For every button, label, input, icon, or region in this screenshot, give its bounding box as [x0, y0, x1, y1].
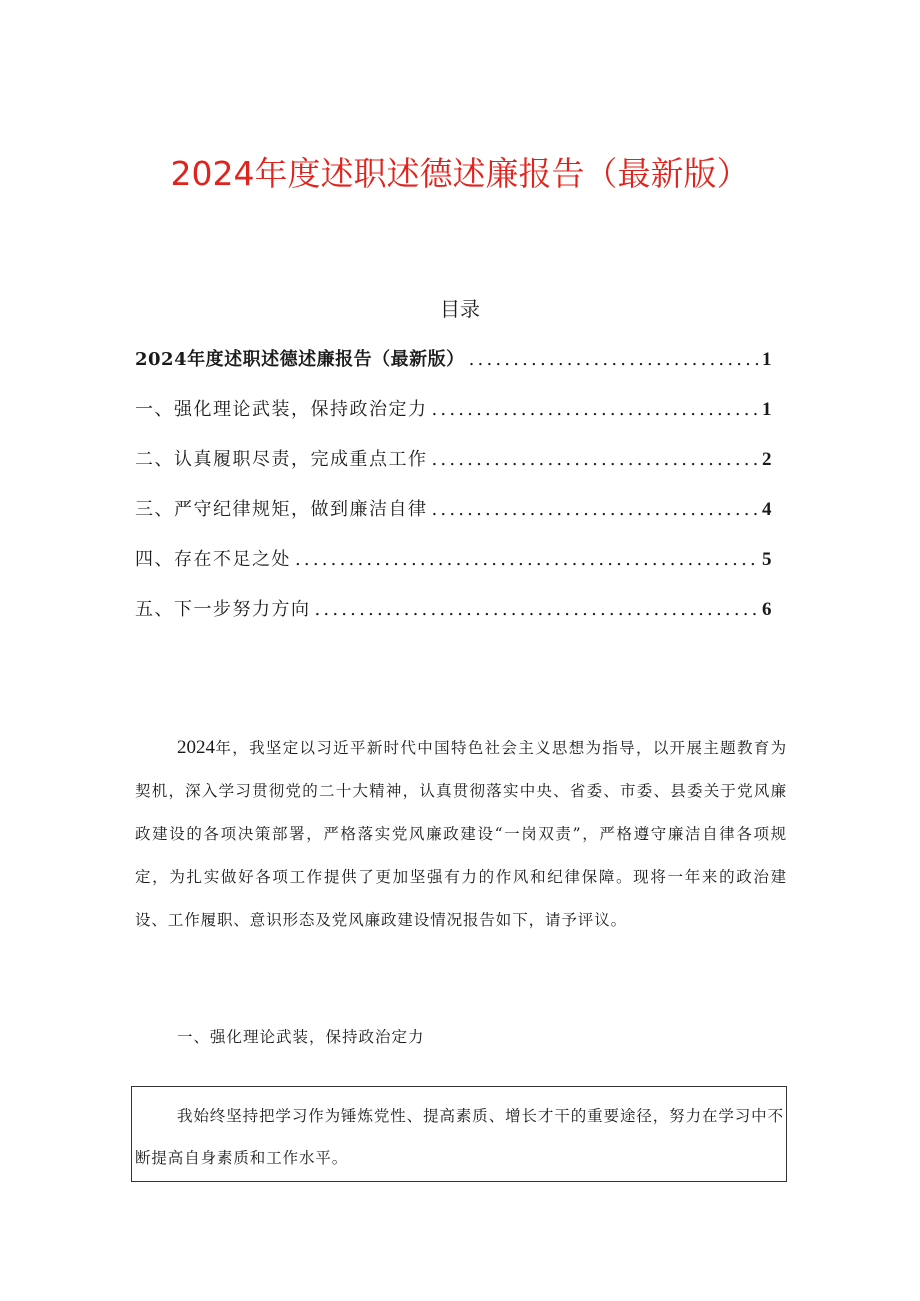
toc-entry-page: 1: [762, 349, 773, 370]
toc-entry[interactable]: [135, 590, 773, 640]
toc-entry[interactable]: [135, 340, 773, 390]
boxed-paragraph: [131, 1086, 787, 1182]
toc-entry[interactable]: [135, 540, 773, 590]
toc-leader-dots: [432, 490, 759, 530]
toc-entry-label: 一、强化理论武装，保持政治定力: [135, 399, 428, 420]
toc-leader-dots: [432, 440, 759, 480]
toc-entry-label: 五、下一步努力方向: [135, 599, 311, 620]
toc-entry-page: 6: [762, 599, 773, 620]
toc-entry-page: 4: [762, 499, 773, 520]
toc-entry-page: 2: [762, 449, 773, 470]
table-of-contents: [135, 340, 773, 640]
toc-entry[interactable]: [135, 490, 773, 540]
toc-leader-dots: [469, 340, 758, 380]
toc-entry-label: 三、严守纪律规矩，做到廉洁自律: [135, 499, 428, 520]
toc-entry[interactable]: [135, 440, 773, 490]
toc-entry-label: 二、认真履职尽责，完成重点工作: [135, 449, 428, 470]
intro-year: 2024: [177, 737, 215, 758]
intro-text: 年，我坚定以习近平新时代中国特色社会主义思想为指导，以开展主题教育为契机，深入学习贯彻党的二十大精神，认真贯彻落实中央、省委、市委、县委关于党风廉政建设的各项决策部署，严格落实党风廉政建设“一岗双责”，严格遵守廉洁自律各项规定，为扎实做好各项工作提供了更加坚强有力的作风和纪律保障。现将一年来的政治建设、工作履职、意识形态及党风廉政建设情况报告如下，请予评议。: [135, 739, 787, 929]
document-title: 2024年度述职述德述廉报告（最新版）: [170, 154, 750, 193]
toc-entry[interactable]: [135, 390, 773, 440]
toc-entry-label: 2024年度述职述德述廉报告（最新版）: [135, 349, 465, 370]
toc-entry-label: 四、存在不足之处: [135, 549, 291, 570]
section-paragraph: 我始终坚持把学习作为锤炼党性、提高素质、增长才干的重要途径，努力在学习中不断提高自身素质和工作水平。: [135, 1107, 784, 1167]
intro-paragraph: [135, 726, 787, 942]
toc-entry-page: 5: [762, 549, 773, 570]
section-heading: 一、强化理论武装，保持政治定力: [177, 1028, 425, 1046]
toc-entry-page: 1: [762, 399, 773, 420]
toc-leader-dots: [432, 390, 759, 430]
toc-heading: 目录: [440, 297, 480, 321]
toc-leader-dots: [295, 540, 758, 580]
toc-leader-dots: [315, 590, 759, 630]
